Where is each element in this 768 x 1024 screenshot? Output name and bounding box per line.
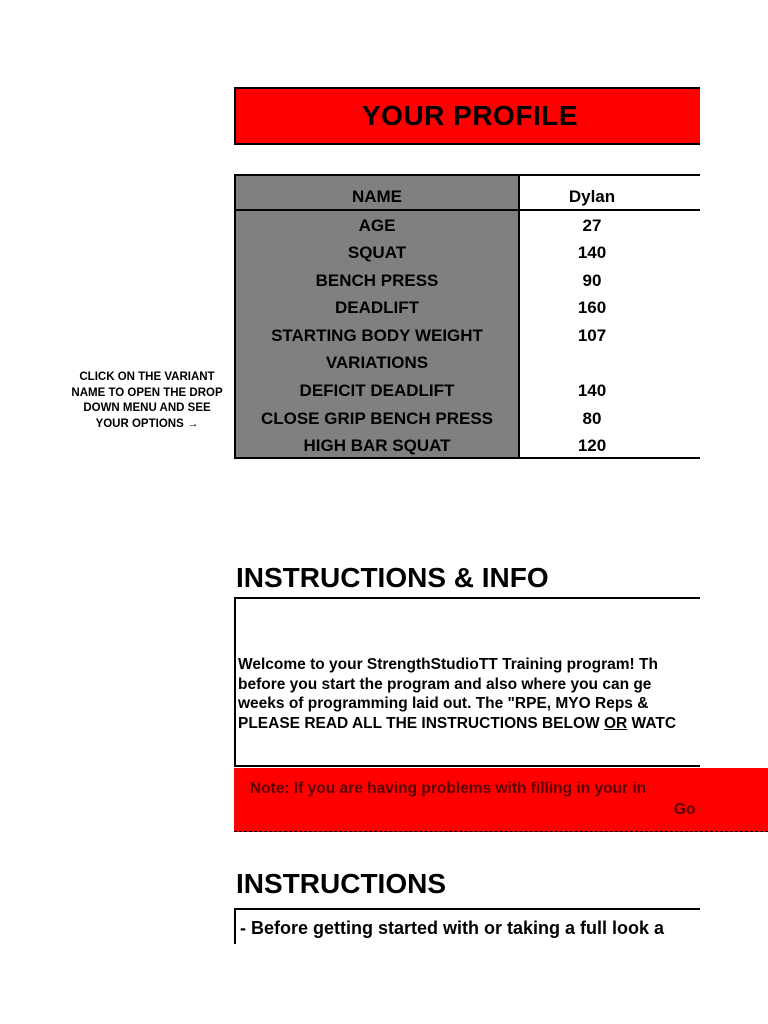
- instructions-box: [234, 908, 704, 944]
- value-squat[interactable]: 140: [577, 243, 607, 262]
- value-bench-press[interactable]: 90: [582, 271, 602, 290]
- profile-title: YOUR PROFILE: [361, 100, 578, 131]
- instructions-info-heading: INSTRUCTIONS & INFO: [236, 562, 549, 593]
- value-close-grip-bench-press[interactable]: 80: [582, 409, 602, 428]
- label-deadlift: DEADLIFT: [334, 298, 420, 317]
- profile-banner: [234, 87, 704, 145]
- hint-line: YOUR OPTIONS →: [95, 417, 199, 430]
- label-bench-press: BENCH PRESS: [315, 271, 439, 290]
- welcome-line-final: [238, 714, 714, 734]
- read-instructions-text: PLEASE READ ALL THE INSTRUCTIONS BELOW: [238, 714, 604, 732]
- note-line: Note: If you are having problems with filling in your in: [250, 780, 647, 797]
- instruction-item: - Before getting started with or taking a full look a: [240, 918, 665, 938]
- variant-deficit-deadlift[interactable]: DEFICIT DEADLIFT: [299, 381, 455, 400]
- welcome-line: before you start the program and also where you can ge: [238, 675, 652, 693]
- value-deadlift[interactable]: 160: [577, 298, 607, 317]
- value-age[interactable]: 27: [582, 216, 602, 235]
- note-text: [250, 778, 768, 820]
- welcome-text: [238, 655, 714, 733]
- label-starting-body-weight: STARTING BODY WEIGHT: [271, 326, 483, 345]
- welcome-line: Welcome to your StrengthStudioTT Training program! Th: [238, 656, 658, 673]
- note-line: Go: [674, 801, 696, 818]
- watch-text: WATC: [627, 714, 677, 732]
- page-edge-mask-bottom: [700, 832, 768, 1024]
- welcome-line: weeks of programming laid out. The "RPE, MYO Reps &: [238, 695, 649, 712]
- label-squat: SQUAT: [347, 243, 407, 262]
- hint-line: NAME TO OPEN THE DROP: [71, 386, 223, 399]
- variant-hint: [60, 370, 234, 432]
- profile-labels-column: [236, 176, 520, 457]
- label-variations: VARIATIONS: [325, 353, 429, 372]
- profile-table: [234, 174, 704, 459]
- or-emphasis: OR: [603, 714, 628, 732]
- welcome-box: [234, 597, 714, 767]
- label-age: AGE: [358, 216, 396, 235]
- profile-values-column: [520, 176, 704, 457]
- instructions-heading: INSTRUCTIONS: [236, 868, 446, 899]
- page-edge-mask: [700, 0, 768, 768]
- value-high-bar-squat[interactable]: 120: [577, 436, 607, 455]
- header-divider-values: [520, 209, 704, 211]
- variant-high-bar-squat[interactable]: HIGH BAR SQUAT: [303, 436, 451, 455]
- note-banner: [234, 768, 768, 832]
- value-variations: [520, 349, 704, 376]
- value-name[interactable]: Dylan: [568, 187, 616, 206]
- variant-close-grip-bench-press[interactable]: CLOSE GRIP BENCH PRESS: [260, 409, 494, 428]
- value-starting-body-weight[interactable]: 107: [577, 326, 607, 345]
- hint-line: CLICK ON THE VARIANT: [79, 371, 215, 383]
- label-name: NAME: [351, 187, 403, 206]
- value-deficit-deadlift[interactable]: 140: [577, 381, 607, 400]
- hint-line: DOWN MENU AND SEE: [83, 402, 211, 414]
- header-divider: [236, 209, 518, 211]
